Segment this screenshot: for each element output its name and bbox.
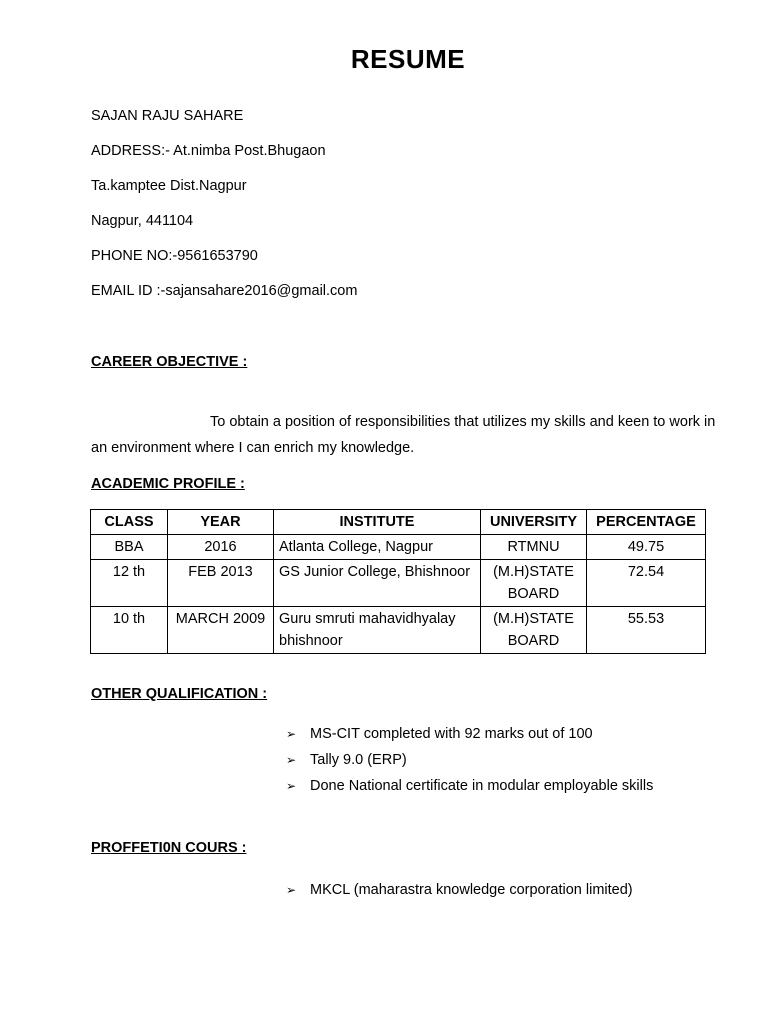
cell-university: (M.H)STATE BOARD <box>481 560 587 607</box>
career-objective-text <box>91 409 731 461</box>
list-item-text: Done National certificate in modular employable skills <box>310 778 654 794</box>
cell-percentage: 72.54 <box>587 560 706 607</box>
list-item <box>286 725 653 751</box>
table-header-row <box>91 510 706 535</box>
academic-profile-heading: ACADEMIC PROFILE : <box>91 476 245 492</box>
cell-class: BBA <box>91 535 168 560</box>
cell-institute: Atlanta College, Nagpur <box>274 535 481 560</box>
career-objective-heading: CAREER OBJECTIVE : <box>91 354 248 370</box>
cell-percentage: 55.53 <box>587 607 706 654</box>
address-line-2: Ta.kamptee Dist.Nagpur <box>91 178 247 194</box>
table-row <box>91 607 706 654</box>
cell-class: 12 th <box>91 560 168 607</box>
cell-institute: GS Junior College, Bhishnoor <box>274 560 481 607</box>
arrow-bullet-icon: ➢ <box>286 753 297 767</box>
email-address: EMAIL ID :-sajansahare2016@gmail.com <box>91 283 358 299</box>
column-header-class: CLASS <box>91 510 168 535</box>
cell-year: FEB 2013 <box>168 560 274 607</box>
list-item-text: MS-CIT completed with 92 marks out of 100 <box>310 726 593 742</box>
profession-course-heading: PROFFETI0N COURS : <box>91 840 247 856</box>
column-header-university: UNIVERSITY <box>481 510 587 535</box>
cell-university: (M.H)STATE BOARD <box>481 607 587 654</box>
list-item <box>286 881 633 907</box>
list-item <box>286 751 653 777</box>
academic-table <box>90 509 706 654</box>
address-line-1: ADDRESS:- At.nimba Post.Bhugaon <box>91 143 326 159</box>
career-objective-body: To obtain a position of responsibilities that utilizes my skills and keen to work in an environment where I can enrich my knowledge. <box>91 414 716 456</box>
cell-year: 2016 <box>168 535 274 560</box>
address-line-3: Nagpur, 441104 <box>91 213 194 229</box>
column-header-institute: INSTITUTE <box>274 510 481 535</box>
cell-university: RTMNU <box>481 535 587 560</box>
arrow-bullet-icon: ➢ <box>286 727 297 741</box>
cell-year: MARCH 2009 <box>168 607 274 654</box>
table-row <box>91 560 706 607</box>
cell-institute: Guru smruti mahavidhyalay bhishnoor <box>274 607 481 654</box>
list-item <box>286 777 653 803</box>
other-qualification-heading: OTHER QUALIFICATION : <box>91 686 268 702</box>
column-header-percentage: PERCENTAGE <box>587 510 706 535</box>
column-header-year: YEAR <box>168 510 274 535</box>
list-item-text: MKCL (maharastra knowledge corporation limited) <box>310 882 633 898</box>
applicant-name: SAJAN RAJU SAHARE <box>91 108 244 124</box>
table-row <box>91 535 706 560</box>
cell-percentage: 49.75 <box>587 535 706 560</box>
document-title: RESUME <box>350 44 466 74</box>
other-qualification-list <box>286 725 653 803</box>
phone-number: PHONE NO:-9561653790 <box>91 248 258 264</box>
arrow-bullet-icon: ➢ <box>286 883 297 897</box>
arrow-bullet-icon: ➢ <box>286 779 297 793</box>
list-item-text: Tally 9.0 (ERP) <box>310 752 407 768</box>
cell-class: 10 th <box>91 607 168 654</box>
profession-course-list <box>286 881 633 907</box>
